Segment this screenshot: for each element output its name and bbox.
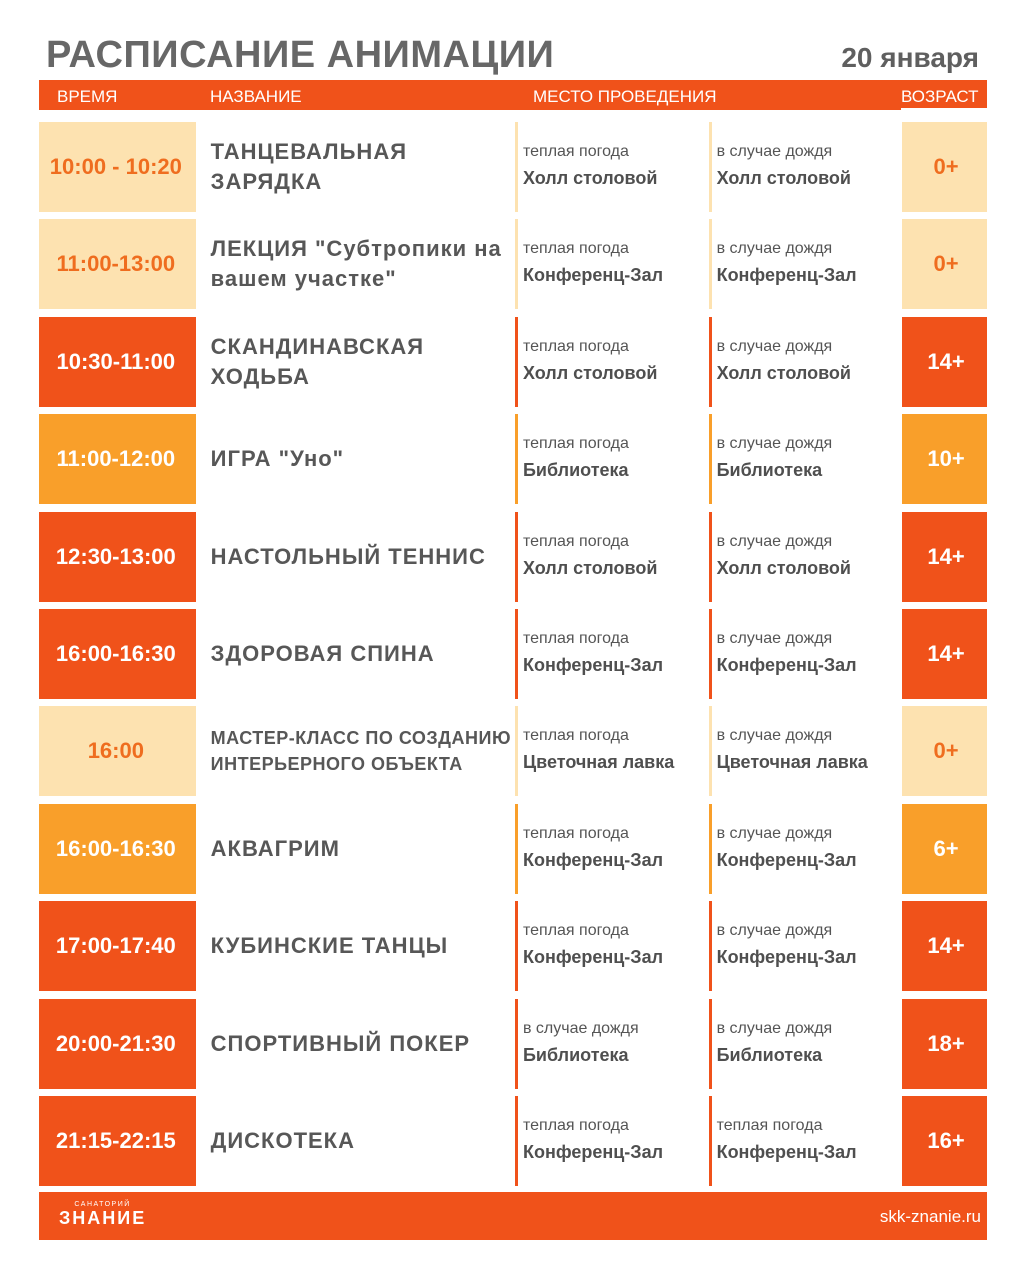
table-row (39, 706, 987, 796)
place-condition: в случае дождя (716, 337, 833, 355)
sanatorium-logo (59, 1201, 146, 1229)
place-condition: теплая погода (522, 532, 629, 550)
row-time: 16:00 (39, 706, 193, 796)
row-place-rain (712, 706, 903, 796)
place-location: Конференц-Зал (522, 265, 664, 286)
row-place-warm (518, 609, 709, 699)
table-header (39, 80, 987, 110)
row-place-rain (712, 609, 903, 699)
place-location: Конференц-Зал (522, 1141, 664, 1162)
row-age: 0+ (905, 706, 987, 796)
row-age: 14+ (905, 609, 987, 699)
row-age: 10+ (905, 414, 987, 504)
place-location: Конференц-Зал (522, 849, 664, 870)
table-row (39, 804, 987, 894)
header-age: ВОЗРАСТ (901, 87, 987, 110)
row-place-rain (712, 122, 903, 212)
row-place-rain (712, 317, 903, 407)
row-time: 11:00-13:00 (39, 219, 193, 309)
place-condition: теплая погода (522, 629, 629, 647)
row-age: 16+ (905, 1096, 987, 1186)
place-location: Цветочная лавка (522, 752, 675, 773)
row-time: 17:00-17:40 (39, 901, 193, 991)
row-time: 12:30-13:00 (39, 512, 193, 602)
place-location: Конференц-Зал (522, 947, 664, 968)
table-row (39, 999, 987, 1089)
place-location: Конференц-Зал (716, 849, 857, 870)
row-time: 21:15-22:15 (39, 1096, 193, 1186)
row-age: 14+ (905, 901, 987, 991)
table-row (39, 512, 987, 602)
table-row (39, 414, 987, 504)
row-place-rain (712, 512, 903, 602)
place-location: Холл столовой (716, 362, 851, 383)
header-time: ВРЕМЯ (57, 87, 118, 106)
table-row (39, 317, 987, 407)
place-location: Холл столовой (522, 168, 658, 188)
row-place-warm (518, 219, 709, 309)
place-location: Конференц-Зал (716, 265, 857, 286)
place-condition: в случае дождя (716, 240, 833, 258)
row-place-warm (518, 901, 709, 991)
row-age: 14+ (905, 317, 987, 407)
row-place-warm (518, 804, 709, 894)
row-time: 10:00 - 10:20 (39, 122, 193, 212)
header-name: НАЗВАНИЕ (210, 87, 302, 106)
row-activity-name: СПОРТИВНЫЙ ПОКЕР (196, 999, 515, 1089)
row-time: 20:00-21:30 (39, 999, 193, 1089)
header-place: МЕСТО ПРОВЕДЕНИЯ (533, 87, 717, 106)
row-age: 0+ (905, 219, 987, 309)
row-time: 11:00-12:00 (39, 414, 193, 504)
row-place-warm (518, 706, 709, 796)
row-activity-name: КУБИНСКИЕ ТАНЦЫ (196, 901, 515, 991)
row-activity-name: ЛЕКЦИЯ "Субтропики на вашем участке" (196, 219, 515, 309)
row-activity-name: НАСТОЛЬНЫЙ ТЕННИС (196, 512, 515, 602)
row-place-rain (712, 414, 903, 504)
row-time: 10:30-11:00 (39, 317, 193, 407)
place-location: Конференц-Зал (716, 947, 857, 968)
row-activity-name: МАСТЕР-КЛАСС ПО СОЗДАНИЮ ИНТЕРЬЕРНОГО ОБЪЕКТА (196, 706, 515, 796)
place-location: Холл столовой (522, 362, 658, 383)
table-row (39, 901, 987, 991)
place-condition: теплая погода (522, 337, 629, 355)
place-condition: в случае дождя (716, 1019, 833, 1037)
place-location: Конференц-Зал (716, 1141, 857, 1162)
row-place-rain (712, 219, 903, 309)
table-row (39, 122, 987, 212)
place-condition: теплая погода (522, 727, 629, 745)
row-place-warm (518, 1096, 709, 1186)
row-place-warm (518, 999, 709, 1089)
logo-caption: САНАТОРИЙ (74, 1201, 131, 1208)
row-time: 16:00-16:30 (39, 804, 193, 894)
row-place-warm (518, 512, 709, 602)
place-condition: в случае дождя (522, 1019, 639, 1037)
place-condition: в случае дождя (716, 435, 833, 453)
table-row (39, 609, 987, 699)
schedule-table (39, 122, 987, 1193)
place-condition: теплая погода (522, 143, 629, 160)
place-condition: теплая погода (716, 1116, 823, 1134)
place-location: Библиотека (522, 460, 629, 481)
place-condition: в случае дождя (716, 727, 833, 745)
row-age: 14+ (905, 512, 987, 602)
row-place-rain (712, 804, 903, 894)
place-location: Библиотека (522, 1044, 629, 1065)
footer-bar (39, 1192, 987, 1240)
place-condition: теплая погода (522, 1116, 629, 1134)
row-age: 0+ (905, 122, 987, 212)
row-activity-name: ЗДОРОВАЯ СПИНА (196, 609, 515, 699)
schedule-date: 20 января (841, 42, 979, 73)
row-age: 6+ (905, 804, 987, 894)
row-activity-name: СКАНДИНАВСКАЯ ХОДЬБА (196, 317, 515, 407)
place-condition: теплая погода (522, 922, 629, 940)
place-condition: в случае дождя (716, 922, 833, 940)
place-location: Конференц-Зал (522, 654, 664, 675)
row-place-warm (518, 414, 709, 504)
place-location: Цветочная лавка (716, 752, 868, 773)
place-condition: теплая погода (522, 824, 629, 842)
table-row (39, 1096, 987, 1186)
row-time: 16:00-16:30 (39, 609, 193, 699)
row-age: 18+ (905, 999, 987, 1089)
place-condition: в случае дождя (716, 629, 833, 647)
row-place-warm (518, 122, 709, 212)
place-location: Библиотека (716, 460, 823, 481)
place-condition: в случае дождя (716, 143, 833, 160)
row-place-rain (712, 1096, 903, 1186)
table-row (39, 219, 987, 309)
row-activity-name: ТАНЦЕВАЛЬНАЯ ЗАРЯДКА (196, 122, 515, 212)
row-activity-name: ДИСКОТЕКА (196, 1096, 515, 1186)
place-location: Библиотека (716, 1044, 823, 1065)
place-location: Конференц-Зал (716, 654, 857, 675)
place-condition: теплая погода (522, 435, 629, 453)
row-activity-name: АКВАГРИМ (196, 804, 515, 894)
place-location: Холл столовой (716, 557, 851, 578)
place-condition: теплая погода (522, 240, 629, 258)
place-condition: в случае дождя (716, 532, 833, 550)
place-location: Холл столовой (716, 168, 851, 188)
place-location: Холл столовой (522, 557, 658, 578)
page-title: РАСПИСАНИЕ АНИМАЦИИ (46, 34, 555, 76)
row-place-rain (712, 901, 903, 991)
row-place-rain (712, 999, 903, 1089)
website-link[interactable]: skk-znanie.ru (879, 1207, 981, 1226)
place-condition: в случае дождя (716, 824, 833, 842)
row-place-warm (518, 317, 709, 407)
logo-wordmark: ЗНАНИЕ (59, 1208, 147, 1228)
row-activity-name: ИГРА "Уно" (196, 414, 515, 504)
